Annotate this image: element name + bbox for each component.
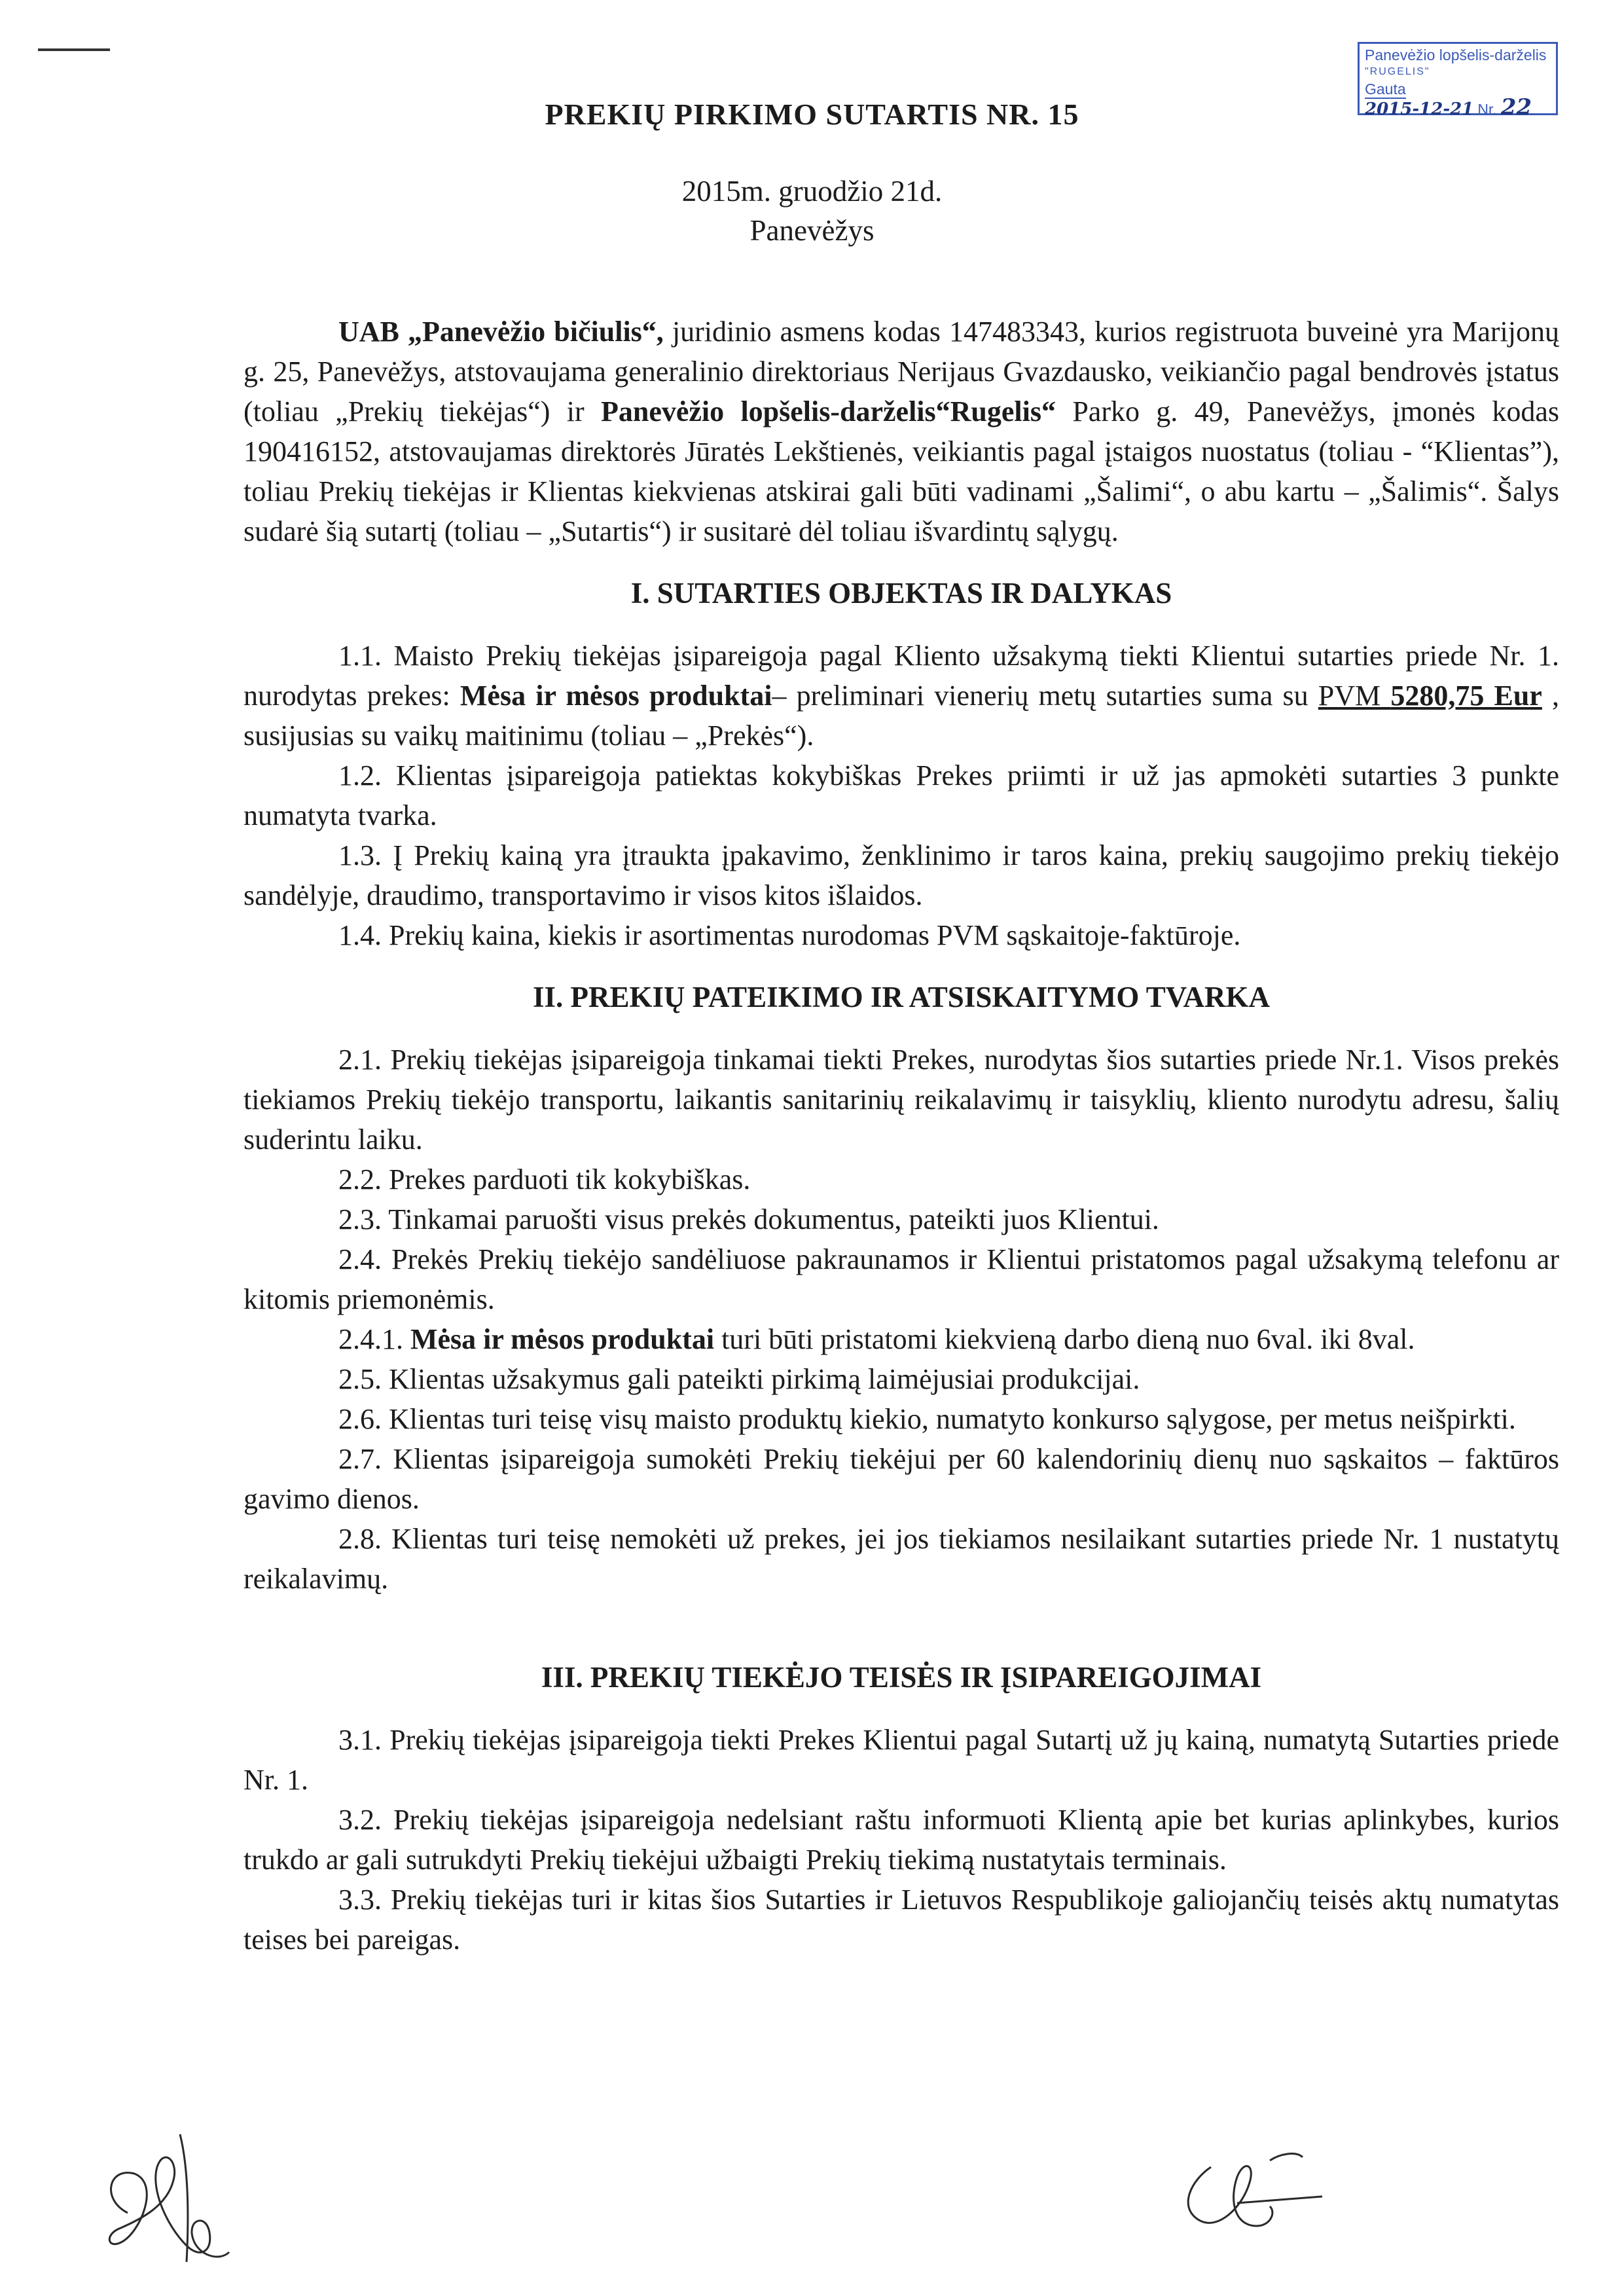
- document-title: PREKIŲ PIRKIMO SUTARTIS NR. 15: [545, 98, 1079, 131]
- contract-body: [244, 312, 1559, 1959]
- clause-2-4-1-text-a: 2.4.1.: [338, 1323, 410, 1355]
- clause-1-4: 1.4. Prekių kaina, kiekis ir asortimentas nurodomas PVM sąskaitoje-faktūroje.: [338, 919, 1241, 951]
- clause-1-1-text-b: – preliminari vienerių metų sutarties suma su: [772, 680, 1318, 712]
- document-city: Panevėžys: [749, 214, 875, 247]
- stamp-org-line1: Panevėžio lopšelis-darželis: [1365, 46, 1547, 64]
- buyer-name: Panevėžio lopšelis-darželis“Rugelis“: [600, 395, 1056, 428]
- signature-left: [88, 2121, 239, 2272]
- stamp-org-line2: "RUGELIS": [1365, 66, 1430, 77]
- clause-1-1-product: Mėsa ir mėsos produktai: [460, 680, 772, 712]
- clause-2-7: 2.7. Klientas įsipareigoja sumokėti Prekių tiekėjui per 60 kalendorinių dienų nuo sąskaitos – faktūros gavimo dienos.: [244, 1443, 1559, 1515]
- clause-2-6: 2.6. Klientas turi teisę visų maisto produktų kiekio, numatyto konkurso sąlygose, per metus neišpirkti.: [338, 1403, 1516, 1435]
- section-heading-1: I. SUTARTIES OBJEKTAS IR DALYKAS: [630, 577, 1172, 610]
- clause-2-3: 2.3. Tinkamai paruošti visus prekės dokumentus, pateikti juos Klientui.: [338, 1203, 1159, 1235]
- section-heading-3: III. PREKIŲ TIEKĖJO TEISĖS IR ĮSIPAREIGOJIMAI: [541, 1661, 1262, 1694]
- stamp-received-date: 2015-12-21: [1365, 100, 1474, 119]
- stamp-received-label: Gauta: [1365, 81, 1406, 98]
- clause-1-1-text-c: , susijusias su vaikų maitinimu (toliau – „Prekės“).: [244, 680, 1559, 752]
- intro-paragraph: [244, 312, 1559, 551]
- intro-text-2: Parko g. 49, Panevėžys, įmonės kodas 190416152, atstovaujamas direktorės Jūratės Lekštienės, veikiantis pagal įstaigos nuostatus (toliau - “Klientas”), toliau Prekių tiekėjas ir Klientas kiekvienas atskirai gali būti vadinami „Šalimi“, o abu kartu – „Šalimis“. Šalys sudarė šią sutartį (toliau – „Sutartis“) ir susitarė dėl toliau išvardintų sąlygų.: [244, 395, 1559, 547]
- clause-1-1: [244, 636, 1559, 756]
- page-dash-mark: [38, 48, 110, 51]
- clause-2-8: 2.8. Klientas turi teisę nemokėti už prekes, jei jos tiekiamos nesilaikant sutarties priede Nr. 1 nustatytų reikalavimų.: [244, 1523, 1559, 1595]
- signature-right: [1172, 2141, 1329, 2239]
- clause-2-1: 2.1. Prekių tiekėjas įsipareigoja tinkamai tiekti Prekes, nurodytas šios sutarties priede Nr.1. Visos prekės tiekiamos Prekių tiekėjo transportu, laikantis sanitarinių reikalavimų ir taisyklių, kliento nurodytu adresu, šalių suderintu laiku.: [244, 1044, 1559, 1156]
- clause-2-4: 2.4. Prekės Prekių tiekėjo sandėliuose pakraunamos ir Klientui pristatomos pagal užsakymą telefonu ar kitomis priemonėmis.: [244, 1243, 1559, 1315]
- clause-1-3: 1.3. Į Prekių kainą yra įtraukta įpakavimo, ženklinimo ir taros kaina, prekių saugojimo prekių tiekėjo sandėlyje, draudimo, transportavimo ir visos kitos išlaidos.: [244, 839, 1559, 911]
- clause-1-1-amount: 5280,75 Eur: [1390, 680, 1542, 712]
- seller-name: UAB „Panevėžio bičiulis“,: [338, 316, 664, 348]
- section-heading-2: II. PREKIŲ PATEIKIMO IR ATSISKAITYMO TVARKA: [532, 981, 1271, 1013]
- intro-text-1: juridinio asmens kodas 147483343, kurios registruota buveinė yra Marijonų g. 25, Panevėžys, atstovaujama generalinio direktoriaus Nerijaus Gvazdausko, veikiančio pagal bendrovės įstatus (toliau „Prekių tiekėjas“) ir: [244, 316, 1559, 428]
- stamp-number-value: 22: [1500, 94, 1532, 120]
- clause-2-4-1-text-b: turi būti pristatomi kiekvieną darbo dieną nuo 6val. iki 8val.: [714, 1323, 1415, 1355]
- clause-2-4-1-product: Mėsa ir mėsos produktai: [410, 1323, 715, 1355]
- document-date: 2015m. gruodžio 21d.: [681, 175, 943, 208]
- clause-1-2: 1.2. Klientas įsipareigoja patiektas kokybiškas Prekes priimti ir už jas apmokėti sutarties 3 punkte numatyta tvarka.: [244, 759, 1559, 831]
- clause-3-1: 3.1. Prekių tiekėjas įsipareigoja tiekti Prekes Klientui pagal Sutartį už jų kainą, numatytą Sutarties priede Nr. 1.: [244, 1724, 1559, 1796]
- clause-2-2: 2.2. Prekes parduoti tik kokybiškas.: [338, 1163, 751, 1195]
- clause-2-4-1: [244, 1319, 1559, 1359]
- clause-1-1-text-a: 1.1. Maisto Prekių tiekėjas įsipareigoja pagal Kliento užsakymą tiekti Klientui sutarties priede Nr. 1. nurodytas prekes:: [244, 640, 1559, 712]
- clause-3-2: 3.2. Prekių tiekėjas įsipareigoja nedelsiant raštu informuoti Klientą apie bet kurias aplinkybes, kurios trukdo ar gali sutrukdyti Prekių tiekėjui užbaigti Prekių tiekimą nustatytais terminais.: [244, 1804, 1559, 1876]
- clause-2-5: 2.5. Klientas užsakymus gali pateikti pirkimą laimėjusiai produkcijai.: [338, 1363, 1140, 1395]
- stamp-number-label: Nr.: [1477, 101, 1497, 118]
- clause-3-3: 3.3. Prekių tiekėjas turi ir kitas šios Sutarties ir Lietuvos Respublikoje galiojančių teisės aktų numatytas teises bei pareigas.: [244, 1884, 1559, 1956]
- clause-1-1-pvm: PVM: [1318, 680, 1391, 712]
